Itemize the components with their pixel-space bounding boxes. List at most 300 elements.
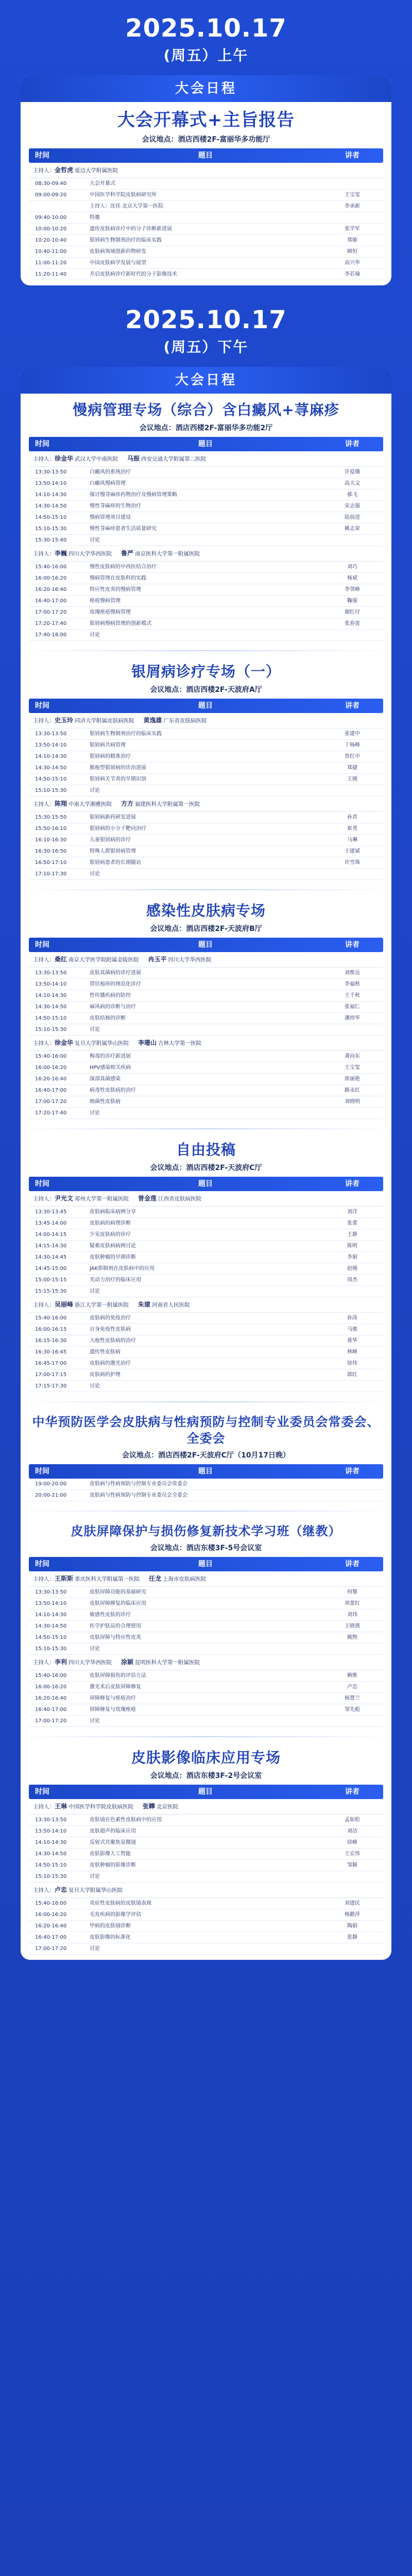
schedule-row <box>29 1263 383 1275</box>
row-speaker: 项蕾红 <box>345 1600 360 1606</box>
host <box>121 799 200 809</box>
row-time: 13:45-14:00 <box>35 1220 67 1226</box>
session-divider <box>21 1401 391 1402</box>
col-time: 时间 <box>35 1788 49 1796</box>
schedule-row <box>29 501 383 512</box>
row-topic: 讨论 <box>90 1873 100 1879</box>
row-speaker: 姚煦 <box>347 1634 357 1640</box>
row-time: 15:10-15:30 <box>35 1646 67 1652</box>
host-label: 主持人： <box>33 456 55 462</box>
morning-weekday: (周五）上午 <box>163 47 249 64</box>
session-hosts <box>29 546 383 562</box>
schedule-row <box>29 607 383 618</box>
host-name: 张韡 <box>143 1803 156 1810</box>
host-org: 复旦大学附属华山医院 <box>68 1887 123 1893</box>
row-speaker: 陆前进 <box>345 514 360 520</box>
host <box>33 549 112 558</box>
row-speaker: 顾恒 <box>347 248 357 255</box>
schedule-row <box>29 1381 383 1392</box>
row-topic: 性传播疾病的防控 <box>90 992 131 998</box>
schedule-row <box>29 478 383 489</box>
row-speaker: 陈明 <box>347 1243 357 1249</box>
schedule-row <box>29 1358 383 1369</box>
row-topic: HPV感染相关疾病 <box>90 1064 131 1071</box>
row-time: 16:40-17:00 <box>35 1087 67 1093</box>
session-place: 会议地点：酒店东楼3F-2号会议室 <box>150 1772 262 1780</box>
row-time: 15:10-15:30 <box>35 787 67 793</box>
row-speaker: 于建斌 <box>345 848 360 854</box>
host-name: 吴丽峰 <box>55 1301 74 1308</box>
schedule-row <box>29 1207 383 1218</box>
row-topic: 医学护肤品的合理使用 <box>90 1623 141 1629</box>
schedule-row <box>29 178 383 190</box>
col-topic: 题目 <box>198 1467 213 1476</box>
row-time: 19:00-20:00 <box>35 1481 67 1487</box>
row-time: 16:50-17:10 <box>35 859 67 866</box>
schedule-row <box>29 1621 383 1632</box>
row-topic: 主持人：沈佳 北京大学第一医院 <box>90 203 164 209</box>
row-topic: 皮肤影像人工智能 <box>90 1851 131 1857</box>
schedule-row <box>29 1241 383 1252</box>
row-time: 16:00-16:15 <box>35 1326 67 1332</box>
col-speaker: 讲者 <box>345 440 359 448</box>
row-topic: 讨论 <box>90 632 100 638</box>
schedule-row <box>29 1704 383 1716</box>
row-time: 13:30-13:50 <box>35 1589 67 1595</box>
schedule-row <box>29 1598 383 1609</box>
schedule-row <box>29 1632 383 1643</box>
row-time: 16:00-16:20 <box>35 1684 67 1690</box>
col-speaker: 讲者 <box>345 1467 359 1476</box>
row-time: 17:40-18:00 <box>35 632 67 638</box>
morning-card <box>21 75 391 285</box>
row-time: 16:30-16:45 <box>35 1349 67 1355</box>
col-speaker: 讲者 <box>345 1788 359 1796</box>
row-time: 16:10-16:30 <box>35 837 67 843</box>
schedule-row <box>29 1943 383 1955</box>
row-speaker: 宋志强 <box>345 503 360 509</box>
schedule-row <box>29 1815 383 1826</box>
session-divider <box>21 650 391 651</box>
schedule-row <box>29 1932 383 1943</box>
row-topic: 开启皮肤病诊疗新时代的分子影像技术 <box>90 271 177 277</box>
host-name: 金哲虎 <box>55 166 74 174</box>
row-time: 13:30-13:50 <box>35 970 67 976</box>
schedule-row <box>29 1369 383 1381</box>
schedule-row <box>29 990 383 1002</box>
host-org: 广东省皮肤病医院 <box>163 718 207 724</box>
schedule-row <box>29 1085 383 1096</box>
host <box>121 549 200 558</box>
schedule-row <box>29 1074 383 1085</box>
host <box>121 1657 200 1667</box>
schedule-row <box>29 869 383 880</box>
session-hosts <box>29 713 383 728</box>
row-speaker: 刘洋 <box>347 1209 357 1215</box>
col-topic: 题目 <box>198 1788 213 1796</box>
host-name: 曾金莲 <box>138 1195 157 1202</box>
row-topic: 皮肤屏障损伤的评估方法 <box>90 1672 146 1679</box>
afternoon-session <box>21 1741 391 1960</box>
schedule-row <box>29 1643 383 1655</box>
table-header <box>29 148 383 163</box>
row-speaker: 张福仁 <box>345 1004 360 1010</box>
row-topic: 银屑病的精准治疗 <box>90 753 131 759</box>
host-label: 主持人： <box>33 551 55 557</box>
session-place: 会议地点：酒店西楼2F-天波府B厅 <box>150 925 262 933</box>
afternoon-date-block <box>0 306 412 357</box>
row-time: 20:00-21:00 <box>35 1492 67 1498</box>
row-speaker: 张学军 <box>345 226 360 232</box>
host-name: 桑红 <box>55 956 67 963</box>
row-time: 13:50-14:10 <box>35 1600 67 1606</box>
schedule-row <box>29 968 383 979</box>
row-time: 16:45-17:00 <box>35 1360 67 1366</box>
col-time: 时间 <box>35 702 49 710</box>
row-topic: 慢性皮肤病的中西医结合治疗 <box>90 564 157 570</box>
schedule-row <box>29 774 383 785</box>
table-header <box>29 1785 383 1799</box>
row-time: 14:30-14:50 <box>35 765 67 771</box>
row-speaker: 孟如松 <box>345 1817 360 1823</box>
row-topic: 皮肤病的免疫治疗 <box>90 1315 131 1321</box>
host-org: 中国医学科学院皮肤病医院 <box>68 1804 134 1810</box>
host-org: 南京大学医学院附属金陵医院 <box>68 957 139 963</box>
host-name: 冉玉平 <box>148 956 167 963</box>
row-time: 15:40-16:00 <box>35 1672 67 1679</box>
row-topic: 皮肤真菌病的诊疗进展 <box>90 970 141 976</box>
row-time: 16:40-17:00 <box>35 1934 67 1940</box>
host-org: 重庆医科大学附属第一医院 <box>75 1576 140 1582</box>
row-topic: 毛发疾病的影像学评估 <box>90 1911 141 1918</box>
session-place: 会议地点：酒店西楼2F-富丽华多功能厅 <box>142 135 270 144</box>
host-label: 主持人： <box>33 167 55 174</box>
col-topic: 题目 <box>198 1180 213 1188</box>
row-topic: 特应性皮炎的慢病管理 <box>90 586 141 592</box>
afternoon-session <box>21 1516 391 1732</box>
col-time: 时间 <box>35 1560 49 1568</box>
row-speaker: 高兴华 <box>345 260 360 266</box>
row-topic: 反射式共聚焦显微镜 <box>90 1839 136 1845</box>
row-topic: 少见皮肤病的诊疗 <box>90 1231 131 1238</box>
schedule-row <box>29 512 383 523</box>
row-speaker: 刘晓明 <box>345 1098 360 1105</box>
session-place: 会议地点：酒店西楼2F-天波府A厅 <box>150 686 262 694</box>
session-place: 会议地点：酒店西楼2F-天波府C厅（10月17日晚） <box>122 1451 290 1460</box>
host-org: 吉林大学第一医院 <box>158 1040 202 1046</box>
row-speaker: 龚向东 <box>345 1053 360 1059</box>
schedule-row <box>29 979 383 990</box>
row-time: 14:50-15:10 <box>35 1015 67 1021</box>
schedule-row <box>29 1716 383 1727</box>
row-time: 14:10-14:30 <box>35 992 67 998</box>
row-time: 14:50-15:10 <box>35 1862 67 1868</box>
row-time: 14:30-14:45 <box>35 1254 67 1260</box>
row-speaker: 许雪珠 <box>345 859 360 866</box>
morning-date: 2025.10.17 <box>125 14 287 43</box>
row-speaker: 郑敏 <box>347 237 357 243</box>
row-topic: 银屑病新药研发进展 <box>90 814 136 820</box>
col-time: 时间 <box>35 151 49 160</box>
host-name: 任龙 <box>149 1575 162 1582</box>
table-header <box>29 699 383 713</box>
row-time: 16:20-16:40 <box>35 586 67 592</box>
row-speaker: 郭红 <box>347 1371 357 1378</box>
host-name: 尹光文 <box>55 1195 74 1202</box>
row-topic: 敏感性皮肤的诊疗 <box>90 1612 131 1618</box>
row-speaker: 赖维 <box>347 1672 357 1679</box>
schedule-row <box>29 1693 383 1704</box>
schedule-row <box>29 212 383 224</box>
row-speaker: 丁杨峰 <box>345 742 360 748</box>
row-speaker: 谢红付 <box>345 609 360 615</box>
schedule-row <box>29 269 383 280</box>
col-speaker: 讲者 <box>345 941 359 949</box>
host-org: 浙江大学第一附属医院 <box>75 1302 129 1308</box>
host-name: 徐金华 <box>55 1039 74 1046</box>
table-header <box>29 1557 383 1571</box>
row-topic: 银屑病患者的长期随访 <box>90 859 141 866</box>
schedule-row <box>29 618 383 630</box>
row-time: 16:15-16:30 <box>35 1337 67 1344</box>
row-topic: 皮肤病的病理诊断 <box>90 1220 131 1226</box>
row-topic: 皮肤超声的临床应用 <box>90 1828 136 1834</box>
row-time: 17:00-17:20 <box>35 1945 67 1952</box>
row-speaker: 王刚 <box>347 776 357 782</box>
row-time: 10:00-10:20 <box>35 226 67 232</box>
row-topic: 讨论 <box>90 1288 100 1294</box>
table-header <box>29 1464 383 1479</box>
col-topic: 题目 <box>198 702 213 710</box>
row-speaker: 张建中 <box>345 731 360 737</box>
row-time: 13:30-13:45 <box>35 1209 67 1215</box>
host-label: 主持人： <box>33 957 55 963</box>
row-time: 17:20-17:40 <box>35 620 67 626</box>
schedule-row <box>29 857 383 869</box>
schedule-row <box>29 1324 383 1335</box>
col-topic: 题目 <box>198 1560 213 1568</box>
row-topic: 银屑病共病管理 <box>90 742 126 748</box>
host <box>33 1300 129 1310</box>
row-topic: 激光术后皮肤屏障修复 <box>90 1684 141 1690</box>
row-speaker: 潘炜华 <box>345 1015 360 1021</box>
row-time: 14:30-14:50 <box>35 1623 67 1629</box>
row-time: 13:30-13:50 <box>35 1817 67 1823</box>
host-name: 涂颖 <box>121 1658 134 1666</box>
schedule-row <box>29 1909 383 1921</box>
col-speaker: 讲者 <box>345 1560 359 1568</box>
row-topic: 讨论 <box>90 1646 100 1652</box>
row-time: 16:00-16:20 <box>35 1911 67 1918</box>
schedule-row <box>29 1921 383 1932</box>
row-time: 15:40-16:00 <box>35 1900 67 1906</box>
row-topic: 细菌性皮肤病 <box>90 1098 121 1105</box>
row-speaker: 杨慧兰 <box>345 1695 360 1701</box>
schedule-row <box>29 785 383 796</box>
col-time: 时间 <box>35 440 49 448</box>
session-hosts <box>29 1297 383 1313</box>
host <box>33 1194 129 1204</box>
row-topic: 脓疱型银屑病的诊治进展 <box>90 765 146 771</box>
host-name: 陈翔 <box>55 800 67 807</box>
row-time: 14:10-14:30 <box>35 753 67 759</box>
schedule-row <box>29 1218 383 1229</box>
session-title: 皮肤屏障保护与损伤修复新技术学习班（继教） <box>71 1524 341 1538</box>
row-time: 15:10-15:30 <box>35 1026 67 1032</box>
host <box>33 1657 112 1667</box>
row-topic: 慢病管理在皮肤科的实践 <box>90 575 146 581</box>
table-header <box>29 437 383 451</box>
session-hosts <box>29 1571 383 1587</box>
row-speaker: 晋红中 <box>345 753 360 759</box>
host-name: 李利 <box>55 1658 67 1666</box>
schedule-row <box>29 812 383 823</box>
row-topic: 讨论 <box>90 1110 100 1116</box>
session-title: 大会开幕式+主旨报告 <box>117 110 295 130</box>
host-org: 四川大学华西医院 <box>168 957 212 963</box>
row-topic: 皮肤病的护理 <box>90 1371 121 1378</box>
host-name: 卢忠 <box>55 1886 67 1893</box>
schedule-row <box>29 1108 383 1119</box>
host-name: 李巍 <box>55 550 67 557</box>
row-speaker: 路永红 <box>345 1087 360 1093</box>
row-speaker: 鞠强 <box>347 598 357 604</box>
row-time: 15:00-15:15 <box>35 1277 67 1283</box>
host-name: 李珊山 <box>138 1039 157 1046</box>
row-topic: 玫瑰痤疮慢病管理 <box>90 609 131 615</box>
row-speaker: 郝飞 <box>347 492 357 498</box>
host-name: 鲁严 <box>121 550 134 557</box>
row-time: 14:30-14:50 <box>35 1004 67 1010</box>
schedule-row <box>29 201 383 212</box>
row-topic: 讨论 <box>90 1383 100 1389</box>
session-hosts <box>29 1191 383 1207</box>
host-org: 江西省皮肤病医院 <box>158 1196 202 1202</box>
col-topic: 题目 <box>198 941 213 949</box>
schedule-row <box>29 1013 383 1024</box>
schedule-row <box>29 596 383 607</box>
row-topic: 屏障修复与玫瑰痤疮 <box>90 1706 136 1713</box>
col-topic: 题目 <box>198 151 213 160</box>
schedule-row <box>29 823 383 835</box>
host-org: 昆明医科大学第一附属医院 <box>135 1659 200 1666</box>
row-time: 16:30-16:50 <box>35 848 67 854</box>
row-time: 16:00-16:20 <box>35 575 67 581</box>
schedule-row <box>29 1024 383 1036</box>
row-topic: 中国医学科学院皮肤病研究所 <box>90 192 157 198</box>
row-topic: 梅毒的诊疗新进展 <box>90 1053 131 1059</box>
host-label: 主持人： <box>33 801 55 807</box>
row-speaker: 王晓燕 <box>345 1623 360 1629</box>
row-speaker: 何黎 <box>347 1589 357 1595</box>
host <box>138 1038 201 1048</box>
session-hosts <box>29 1883 383 1898</box>
session-hosts <box>29 1036 383 1051</box>
row-speaker: 张蕾 <box>347 1220 357 1226</box>
row-topic: 遗传皮肤病诊疗中的分子诊断新进展 <box>90 226 172 232</box>
host <box>148 955 212 964</box>
session-hosts <box>29 796 383 812</box>
host-org: 延边大学附属医院 <box>75 167 118 174</box>
schedule-row <box>29 1837 383 1849</box>
row-speaker: 王宝玺 <box>345 1064 360 1071</box>
row-time: 11:20-11:40 <box>35 271 67 277</box>
schedule-row <box>29 1479 383 1490</box>
host-org: 同济大学附属皮肤病医院 <box>75 718 134 724</box>
session-place: 会议地点：酒店东楼3F-5号会议室 <box>150 1544 262 1552</box>
row-speaker: 徐伟 <box>347 1360 357 1366</box>
row-speaker: 邹颖 <box>347 1862 357 1868</box>
host <box>33 1802 133 1811</box>
row-speaker: 赵刚 <box>347 1265 357 1272</box>
host <box>33 1574 140 1584</box>
row-topic: 自身免疫性皮肤病 <box>90 1326 131 1332</box>
row-time: 15:40-16:00 <box>35 1053 67 1059</box>
row-speaker: 邹先彪 <box>345 1706 360 1713</box>
afternoon-session <box>21 655 391 885</box>
host-org: 上海市皮肤病医院 <box>163 1576 207 1582</box>
session-title: 中华预防医学会皮肤病与性病预防与控制专业委员会常委会、全委会 <box>32 1415 380 1446</box>
row-speaker: 黄华 <box>347 1337 357 1344</box>
row-time: 15:40-16:00 <box>35 1315 67 1321</box>
row-speaker: 李邻峰 <box>345 586 360 592</box>
row-speaker: 王静 <box>347 1231 357 1238</box>
row-speaker: 刘玮 <box>347 1612 357 1618</box>
afternoon-sessions <box>21 394 391 1960</box>
host <box>127 454 206 464</box>
schedule-row <box>29 762 383 774</box>
col-speaker: 讲者 <box>345 151 359 160</box>
row-topic: 皮肤病临床病例分享 <box>90 1209 136 1215</box>
col-time: 时间 <box>35 1467 49 1476</box>
row-time: 15:10-15:30 <box>35 1873 67 1879</box>
row-topic: 皮肤病领域创新药物研发 <box>90 248 146 255</box>
row-topic: 大会开幕式 <box>90 180 115 187</box>
session-place: 会议地点：酒店西楼2F-富丽华多功能2厅 <box>139 424 273 432</box>
row-time: 15:50-16:10 <box>35 825 67 832</box>
row-time: 15:15-15:30 <box>35 1288 67 1294</box>
host <box>143 1802 178 1811</box>
row-topic: 讨论 <box>90 1945 100 1952</box>
host <box>33 454 118 464</box>
row-topic: 病毒性皮肤病的治疗 <box>90 1087 136 1093</box>
row-speaker: 张静 <box>347 1934 357 1940</box>
row-topic: 银屑病关节炎的早期识别 <box>90 776 146 782</box>
schedule-row <box>29 467 383 478</box>
row-time: 13:50-14:10 <box>35 742 67 748</box>
row-topic: 中国皮肤病学发展与展望 <box>90 260 146 266</box>
host <box>144 716 207 725</box>
row-time: 09:00-09:20 <box>35 192 67 198</box>
row-speaker: 王宏伟 <box>345 1851 360 1857</box>
row-speaker: 刘巧 <box>347 564 357 570</box>
row-time: 17:00-17:15 <box>35 1371 67 1378</box>
row-topic: 特殊人群银屑病管理 <box>90 848 136 854</box>
row-time: 10:40-11:00 <box>35 248 67 255</box>
schedule-row <box>29 630 383 641</box>
schedule-row <box>29 258 383 269</box>
col-speaker: 讲者 <box>345 702 359 710</box>
row-speaker: 王宝玺 <box>345 192 360 198</box>
host-org: 北京医院 <box>157 1804 179 1810</box>
host <box>138 1300 190 1310</box>
row-time: 14:10-14:30 <box>35 1839 67 1845</box>
row-time: 14:10-14:30 <box>35 492 67 498</box>
row-speaker: 王千秋 <box>345 992 360 998</box>
row-topic: 银屑病慢病管理的创新模式 <box>90 620 151 626</box>
row-time: 17:00-17:20 <box>35 1098 67 1105</box>
schedule-row <box>29 728 383 740</box>
